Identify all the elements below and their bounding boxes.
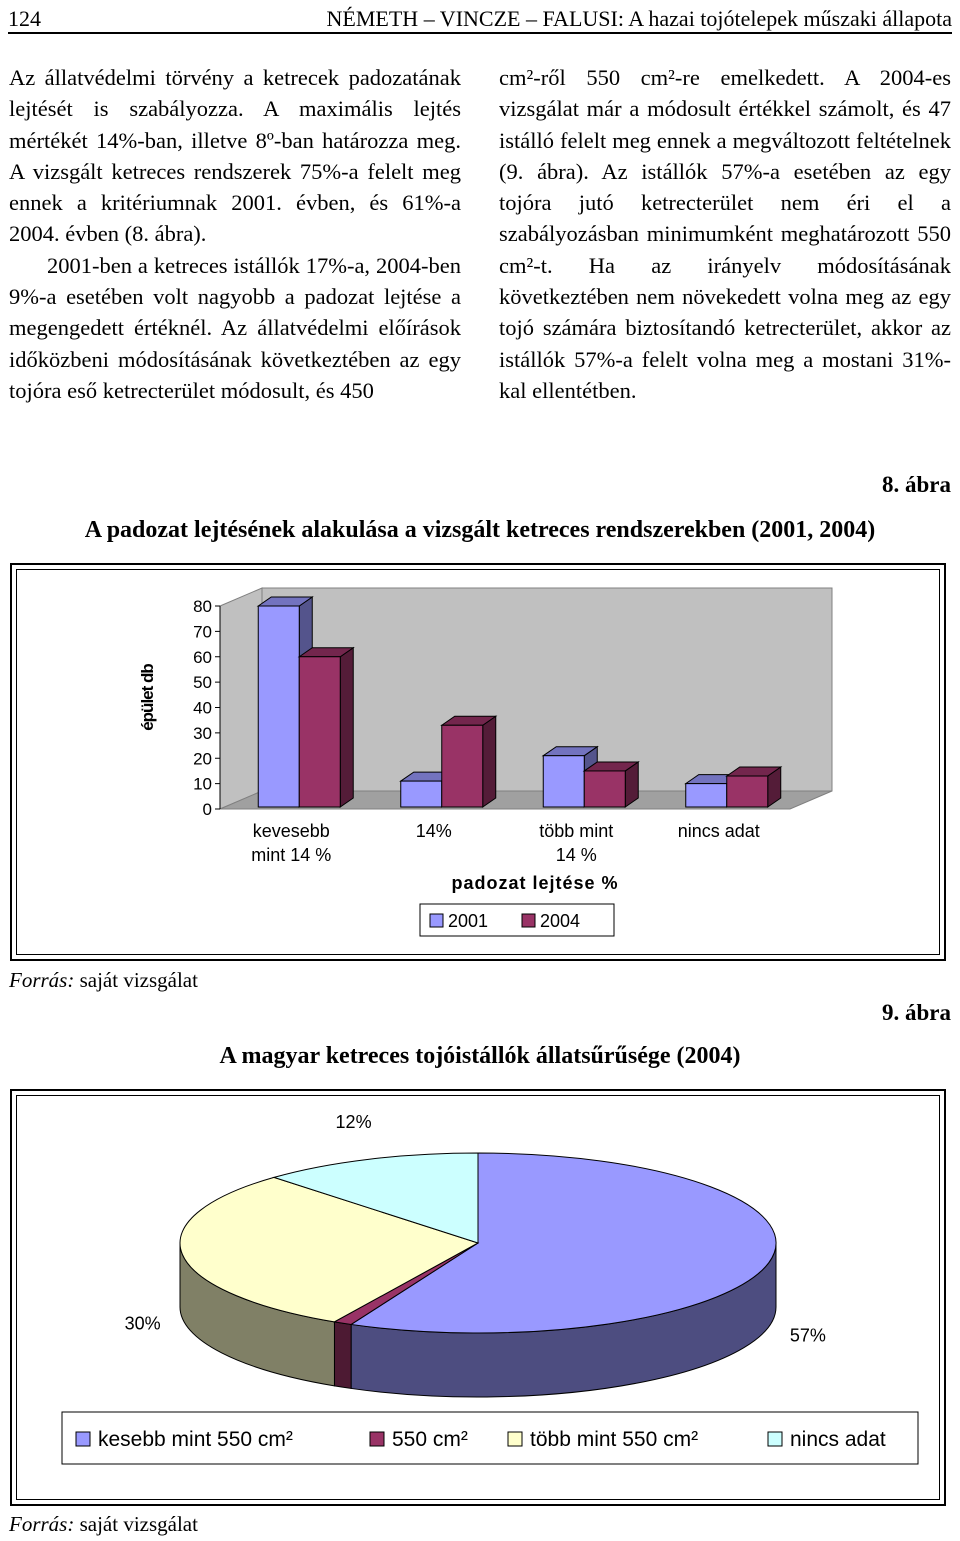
page-header [8,6,952,34]
bar [727,776,768,807]
legend-swatch [768,1432,782,1446]
bar-side [340,648,353,807]
figure-source: Forrás: saját vizsgálat [9,968,198,992]
bar [258,606,299,807]
bar-chart-frame [10,563,946,961]
running-title: NÉMETH – VINCZE – FALUSI: A hazai tojótelepek műszaki állapota [326,6,952,31]
legend-label: 2001 [448,911,489,931]
bar [401,781,442,807]
legend [62,1412,918,1464]
legend-label: kesebb mint 550 cm² [98,1428,293,1451]
legend [420,904,614,936]
x-tick-label: több mint [539,821,614,841]
y-tick-label: 20 [193,749,212,769]
legend-swatch [370,1432,384,1446]
pie-chart-frame [10,1089,946,1506]
y-tick-label: 10 [193,774,212,794]
bar [584,771,625,807]
y-tick-label: 40 [193,698,212,718]
x-axis-label: padozat lejtése % [451,873,619,893]
paragraph: Az állatvédelmi törvény a ketrecek padozatának lejtését is szabályozza. A maximális lejtés mértékét 14%-ban, illetve 8º-ban határozza meg. A vizsgált ketreces rendszerek 75%-a felelt meg ennek a kritériumnak 2001. évben, és 61%-a 2004. évben (8. ábra). [9,65,461,247]
paragraph: 2001-ben a ketreces istállók 17%-a, 2004-ben 9%-a esetében volt nagyobb a padozat lejtése a megengedett értéknél. Az állatvédelmi előírások időközbeni módosításának következtében az egy tojóra eső ketrecterület módosult, és 450 [9,252,461,403]
figure-title: A magyar ketreces tojóistállók állatsűrűsége (2004) [219,1043,741,1069]
x-tick-label: mint 14 % [251,845,332,865]
y-tick-label: 80 [193,597,212,616]
bar [543,756,584,807]
bar [442,725,483,807]
pie-slice-side [334,1322,351,1389]
side-wall [220,588,262,809]
bar [686,784,727,807]
pie-data-label: 57% [789,1325,826,1346]
y-tick-label: 70 [193,622,212,642]
y-tick-label: 0 [202,800,212,819]
legend-swatch [430,914,443,927]
pie-chart [12,1091,944,1504]
text-column-left [9,62,461,406]
figure-source: Forrás: saját vizsgálat [9,1512,198,1536]
legend-label: több mint 550 cm² [530,1428,699,1451]
figure-number: 9. ábra [882,1000,951,1025]
pie-data-label: 30% [124,1313,161,1334]
figure-number: 8. ábra [882,472,951,497]
legend-label: nincs adat [790,1428,886,1451]
bar-chart [12,565,944,959]
x-tick-label: kevesebb [252,821,330,841]
pie-data-label: 12% [335,1112,372,1133]
y-tick-label: 60 [193,647,212,667]
x-tick-label: 14% [415,821,452,841]
y-tick-label: 30 [193,723,212,743]
legend-swatch [76,1432,90,1446]
bar-side [483,716,496,807]
y-tick-label: 50 [193,673,212,693]
figure-title: A padozat lejtésének alakulása a vizsgált ketreces rendszerekben (2001, 2004) [84,517,876,543]
legend-label: 550 cm² [392,1428,468,1451]
x-tick-label: 14 % [555,845,597,865]
legend-label: 2004 [540,911,581,931]
legend-swatch [508,1432,522,1446]
text-column-right [499,62,951,406]
y-axis-label: épület db [138,664,157,731]
paragraph: cm²-ről 550 cm²-re emelkedett. A 2004-es vizsgálat már a módosult értékkel számolt, és 47 istálló felelt meg ennek a megváltozott feltételnek (9. ábra). Az istállók 57%-a esetében az egy tojóra jutó ketrecterület nem éri el a szabályozásban minimumként meghatározott 550 cm²-t. Ha az irányelv módosításának következtében nem növekedett volna meg az egy tojó számára biztosítandó ketrecterület, akkor az istállók 57%-a felelt volna meg a mostani 31%-kal ellentétben. [499,65,951,403]
x-tick-label: nincs adat [677,821,760,841]
legend-swatch [522,914,535,927]
bar [299,657,340,807]
page-number: 124 [8,6,41,31]
